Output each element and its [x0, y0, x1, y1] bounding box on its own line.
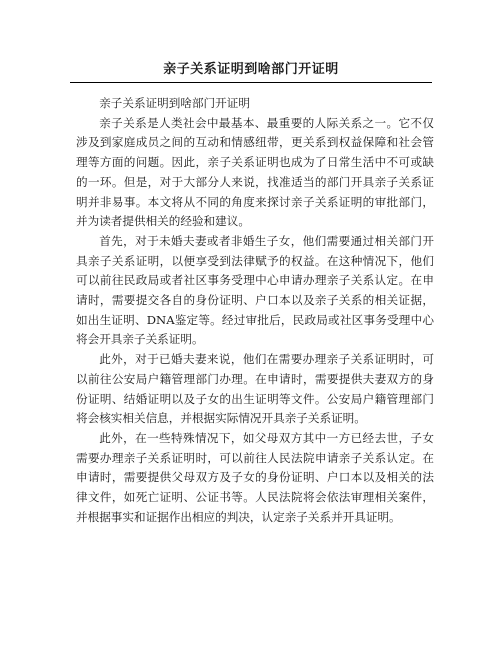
- document-title: 亲子关系证明到啥部门开证明: [163, 62, 339, 77]
- document-body: [76, 94, 434, 527]
- title-underline: [70, 82, 432, 83]
- paragraph-intro: 亲子关系是人类社会中最基本、最重要的人际关系之一。它不仅涉及到家庭成员之间的互动和情感纽带，更关系到权益保障和社会管理等方面的问题。因此，亲子关系证明也成为了日常生活中不可或缺的一环。但是，对于大部分人来说，找准适当的部门开具亲子关系证明并非易事。本文将从不同的角度来探讨亲子关系证明的审批部门，并为读者提供相关的经验和建议。: [76, 115, 434, 229]
- paragraph-special-case: 此外，在一些特殊情况下，如父母双方其中一方已经去世，子女需要办理亲子关系证明时，可以前往人民法院申请亲子关系认定。在申请时，需要提供父母双方及子女的身份证明、户口本以及相关的法律文件，如死亡证明、公证书等。人民法院将会依法审理相关案件，并根据事实和证据作出相应的判决，认定亲子关系并开具证明。: [76, 430, 434, 524]
- paragraph-married: 此外，对于已婚夫妻来说，他们在需要办理亲子关系证明时，可以前往公安局户籍管理部门办理。在申请时，需要提供夫妻双方的身份证明、结婚证明以及子女的出生证明等文件。公安局户籍管理部门将会核实相关信息，并根据实际情况开具亲子关系证明。: [76, 352, 434, 426]
- paragraph-unmarried: 首先，对于未婚夫妻或者非婚生子女，他们需要通过相关部门开具亲子关系证明，以便享受到法律赋予的权益。在这种情况下，他们可以前往民政局或者社区事务受理中心申请办理亲子关系认定。在申请时，需要提交各自的身份证明、户口本以及亲子关系的相关证据，如出生证明、DNA鉴定等。经过审批后，民政局或社区事务受理中心将会开具亲子关系证明。: [76, 233, 434, 347]
- paragraph-heading: 亲子关系证明到啥部门开证明: [99, 96, 250, 110]
